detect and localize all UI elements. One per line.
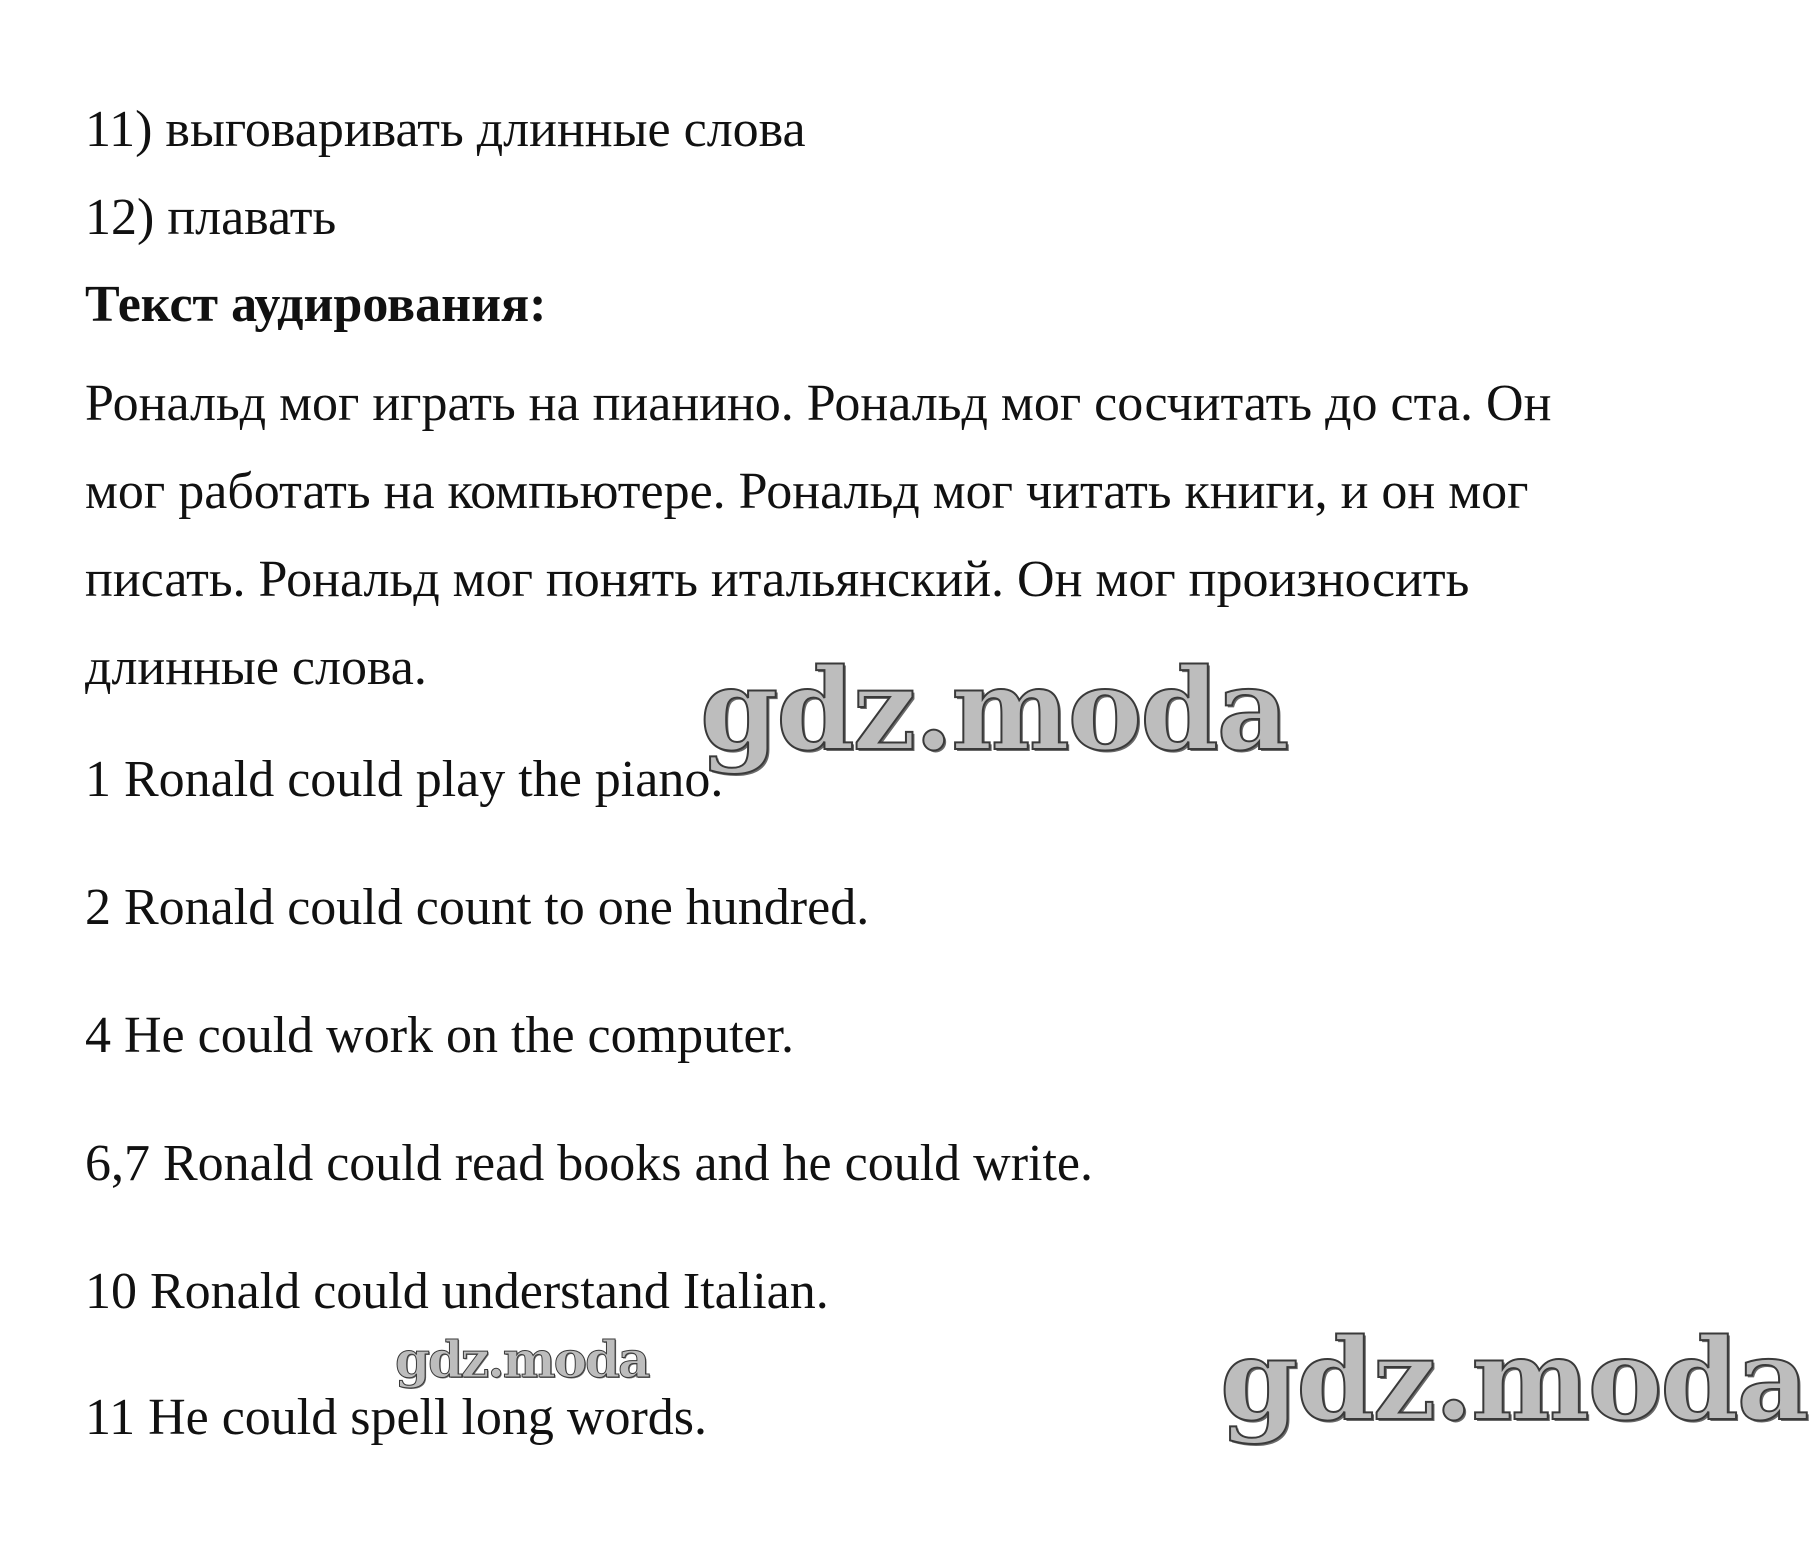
english-line-6-7: 6,7 Ronald could read books and he could write.: [85, 1135, 1093, 1192]
watermark-logo: gdz.moda: [395, 1330, 649, 1389]
watermark-logo: gdz.moda: [700, 645, 1288, 776]
english-line-4: 4 He could work on the computer.: [85, 1007, 795, 1064]
watermark-logo: gdz.moda: [1220, 1315, 1808, 1446]
paragraph-line: писать. Рональд мог понять итальянский. Он мог произносить: [85, 551, 1470, 608]
section-heading: Текст аудирования:: [85, 276, 547, 333]
list-item-12: 12) плавать: [85, 189, 337, 246]
english-line-10: 10 Ronald could understand Italian.: [85, 1263, 829, 1320]
paragraph-line: длинные слова.: [85, 639, 427, 696]
paragraph-line: Рональд мог играть на пианино. Рональд мог сосчитать до ста. Он: [85, 375, 1552, 432]
list-item-11: 11) выговаривать длинные слова: [85, 101, 806, 158]
paragraph-line: мог работать на компьютере. Рональд мог читать книги, и он мог: [85, 463, 1529, 520]
english-line-1: 1 Ronald could play the piano.: [85, 751, 724, 808]
english-line-2: 2 Ronald could count to one hundred.: [85, 879, 870, 936]
english-line-11: 11 He could spell long words.: [85, 1389, 707, 1446]
